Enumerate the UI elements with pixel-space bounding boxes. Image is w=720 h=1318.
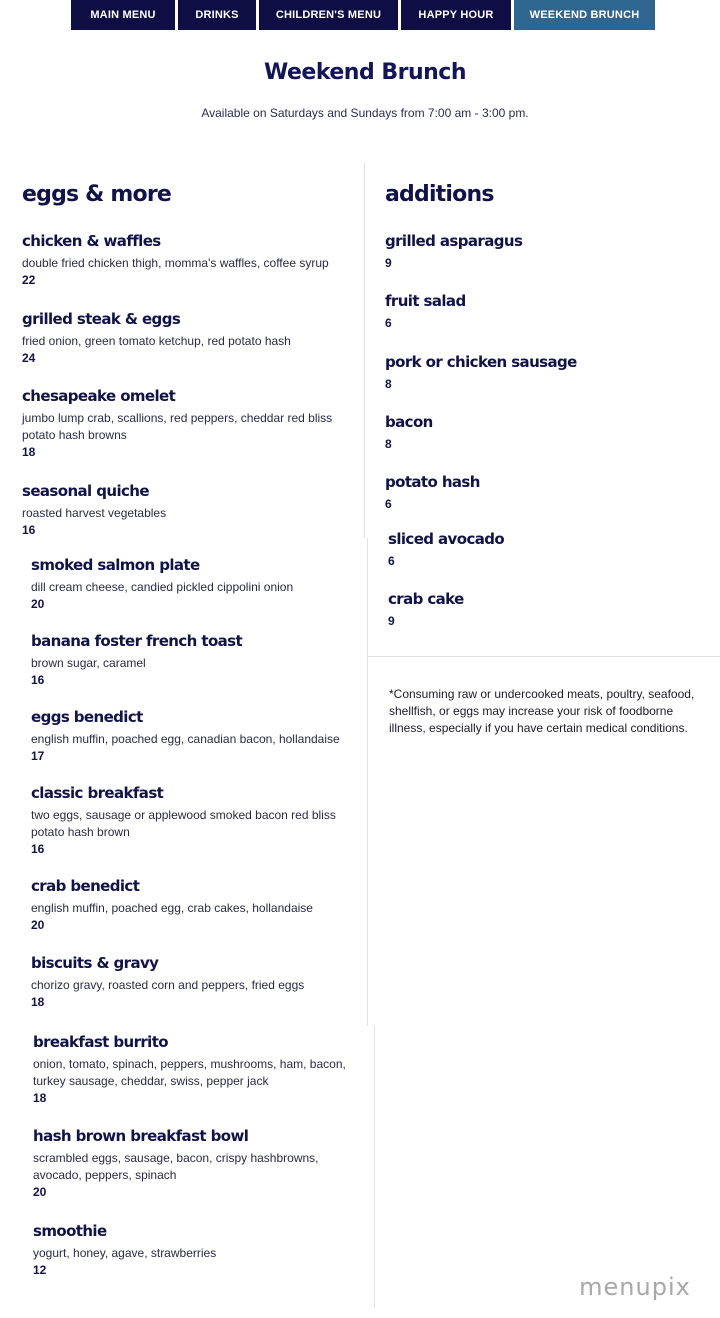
item-desc: brown sugar, caramel bbox=[31, 656, 146, 670]
item-name: smoked salmon plate bbox=[31, 556, 200, 574]
item-name: pork or chicken sausage bbox=[385, 353, 577, 371]
tab-drinks[interactable]: DRINKS bbox=[178, 0, 256, 30]
item-desc: scrambled eggs, sausage, bacon, crispy hashbrowns, avocado, peppers, spinach bbox=[33, 1151, 319, 1182]
item-desc: dill cream cheese, candied pickled cippolini onion bbox=[31, 580, 294, 594]
item-name: potato hash bbox=[385, 473, 480, 491]
page-subtitle: Available on Saturdays and Sundays from 7:00 am - 3:00 pm. bbox=[201, 106, 529, 120]
menu-nav bbox=[0, 0, 720, 30]
item-price: 18 bbox=[22, 445, 36, 459]
item-name: bacon bbox=[385, 413, 433, 431]
tab-main-menu[interactable]: MAIN MENU bbox=[71, 0, 175, 30]
menu-item bbox=[31, 954, 361, 1011]
item-desc: chorizo gravy, roasted corn and peppers, fried eggs bbox=[31, 978, 305, 992]
item-desc: jumbo lump crab, scallions, red peppers, cheddar red bliss potato hash browns bbox=[22, 411, 333, 442]
additions-heading: additions bbox=[385, 182, 494, 207]
menu-item bbox=[22, 232, 357, 289]
item-name: hash brown breakfast bowl bbox=[33, 1127, 249, 1145]
menu-item bbox=[22, 387, 357, 461]
item-price: 8 bbox=[385, 377, 392, 391]
menu-item bbox=[33, 1222, 363, 1279]
menu-item bbox=[31, 632, 361, 689]
item-price: 18 bbox=[31, 995, 45, 1009]
item-price: 20 bbox=[33, 1185, 47, 1199]
menu-item bbox=[22, 482, 357, 539]
item-name: chesapeake omelet bbox=[22, 387, 176, 405]
item-price: 9 bbox=[388, 614, 395, 628]
addition-item bbox=[385, 413, 705, 453]
tab-weekend-brunch[interactable]: WEEKEND BRUNCH bbox=[514, 0, 655, 30]
item-price: 6 bbox=[385, 316, 392, 330]
item-desc: fried onion, green tomato ketchup, red potato hash bbox=[22, 334, 291, 348]
item-price: 8 bbox=[385, 437, 392, 451]
section-divider bbox=[368, 656, 720, 657]
item-price: 9 bbox=[385, 256, 392, 270]
tab-childrens-menu[interactable]: CHILDREN'S MENU bbox=[259, 0, 398, 30]
page-title: Weekend Brunch bbox=[264, 60, 466, 85]
addition-item bbox=[385, 292, 705, 332]
item-price: 12 bbox=[33, 1263, 47, 1277]
item-name: classic breakfast bbox=[31, 784, 164, 802]
item-name: seasonal quiche bbox=[22, 482, 149, 500]
item-name: breakfast burrito bbox=[33, 1033, 169, 1051]
addition-item bbox=[388, 590, 708, 630]
item-desc: onion, tomato, spinach, peppers, mushrooms, ham, bacon, turkey sausage, cheddar, swiss, pepper jack bbox=[33, 1057, 346, 1088]
menu-item bbox=[31, 877, 361, 934]
column-divider-2 bbox=[367, 538, 368, 1026]
addition-item bbox=[385, 232, 705, 272]
item-desc: double fried chicken thigh, momma's waffles, coffee syrup bbox=[22, 256, 329, 270]
addition-item bbox=[388, 530, 708, 570]
addition-item bbox=[385, 353, 705, 393]
item-desc: english muffin, poached egg, crab cakes, hollandaise bbox=[31, 901, 313, 915]
item-price: 20 bbox=[31, 918, 45, 932]
item-desc: roasted harvest vegetables bbox=[22, 506, 167, 520]
item-price: 16 bbox=[31, 673, 45, 687]
item-name: fruit salad bbox=[385, 292, 466, 310]
eggs-more-heading: eggs & more bbox=[22, 182, 172, 207]
item-price: 6 bbox=[388, 554, 395, 568]
item-name: crab cake bbox=[388, 590, 464, 608]
watermark-logo: menupix bbox=[560, 1262, 710, 1312]
item-name: grilled asparagus bbox=[385, 232, 523, 250]
menu-item bbox=[31, 556, 361, 613]
item-name: sliced avocado bbox=[388, 530, 505, 548]
food-safety-notice: *Consuming raw or undercooked meats, poultry, seafood, shellfish, or eggs may increase your risk of foodborne illness, especially if you have certain medical conditions. bbox=[389, 687, 695, 735]
item-name: eggs benedict bbox=[31, 708, 143, 726]
item-name: banana foster french toast bbox=[31, 632, 243, 650]
item-name: smoothie bbox=[33, 1222, 107, 1240]
item-price: 16 bbox=[22, 523, 36, 537]
column-divider-1 bbox=[364, 162, 365, 538]
item-price: 6 bbox=[385, 497, 392, 511]
menu-item bbox=[33, 1033, 363, 1107]
menu-item bbox=[33, 1127, 363, 1201]
item-name: grilled steak & eggs bbox=[22, 310, 181, 328]
item-name: crab benedict bbox=[31, 877, 140, 895]
menu-item bbox=[31, 708, 361, 765]
item-desc: english muffin, poached egg, canadian bacon, hollandaise bbox=[31, 732, 340, 746]
item-desc: yogurt, honey, agave, strawberries bbox=[33, 1246, 217, 1260]
tab-happy-hour[interactable]: HAPPY HOUR bbox=[401, 0, 511, 30]
item-name: chicken & waffles bbox=[22, 232, 161, 250]
menu-item bbox=[22, 310, 357, 367]
item-price: 22 bbox=[22, 273, 36, 287]
item-price: 18 bbox=[33, 1091, 47, 1105]
item-price: 20 bbox=[31, 597, 45, 611]
item-price: 17 bbox=[31, 749, 45, 763]
column-divider-3 bbox=[374, 1026, 375, 1308]
item-price: 16 bbox=[31, 842, 45, 856]
addition-item bbox=[385, 473, 705, 513]
menu-item bbox=[31, 784, 361, 858]
item-desc: two eggs, sausage or applewood smoked bacon red bliss potato hash brown bbox=[31, 808, 336, 839]
item-name: biscuits & gravy bbox=[31, 954, 159, 972]
item-price: 24 bbox=[22, 351, 36, 365]
